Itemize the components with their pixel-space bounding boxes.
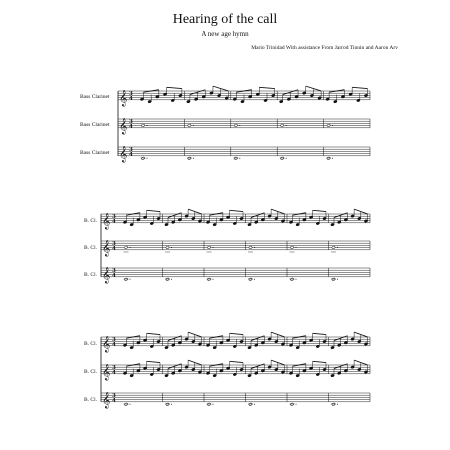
time-signature: 3 — [129, 119, 133, 126]
note-head — [124, 403, 128, 406]
time-signature: 3 — [112, 365, 116, 372]
note-head — [124, 246, 128, 249]
note-dot — [239, 158, 240, 159]
note-head — [141, 124, 145, 127]
treble-clef-icon: 𝄞 — [102, 392, 111, 409]
note-dot — [337, 247, 338, 248]
note-head — [332, 278, 336, 281]
time-signature: 4 — [112, 398, 116, 405]
note-beam — [230, 210, 243, 211]
note-head — [290, 403, 294, 406]
time-signature: 4 — [129, 152, 133, 159]
note-dot — [286, 125, 287, 126]
instrument-label: Bass Clarinet — [80, 94, 110, 100]
note-dot — [171, 279, 172, 280]
note-head — [188, 157, 192, 160]
note-dot — [337, 404, 338, 405]
note-head — [166, 403, 170, 406]
note-dot — [130, 247, 131, 248]
time-signature: 3 — [129, 91, 133, 98]
time-signature: 3 — [112, 393, 116, 400]
treble-clef-icon: 𝄞 — [102, 213, 111, 230]
note-dot — [130, 279, 131, 280]
treble-clef-icon: 𝄞 — [119, 146, 128, 163]
instrument-label: B. Cl. — [84, 272, 97, 278]
note-beam — [313, 333, 326, 334]
note-head — [249, 278, 253, 281]
note-dot — [213, 404, 214, 405]
note-head — [249, 403, 253, 406]
composer-credit: Mario Trinidad With assistance From Jarrod Tinnin and Aaron Arv — [251, 45, 398, 51]
treble-clef-icon: 𝄞 — [102, 240, 111, 257]
note-head — [327, 157, 331, 160]
note-dot — [213, 247, 214, 248]
note-head — [207, 246, 211, 249]
score-subtitle: A new age hymn — [201, 30, 249, 38]
treble-clef-icon: 𝄞 — [119, 118, 128, 135]
note-head — [166, 278, 170, 281]
note-dot — [254, 404, 255, 405]
note-head — [141, 157, 145, 160]
note-dot — [171, 247, 172, 248]
note-dot — [286, 158, 287, 159]
note-head — [332, 403, 336, 406]
note-head — [207, 403, 211, 406]
time-signature: 4 — [112, 273, 116, 280]
note-dot — [296, 404, 297, 405]
note-beam — [230, 333, 243, 334]
note-beam — [259, 87, 274, 88]
instrument-label: B. Cl. — [84, 218, 97, 224]
note-dot — [147, 158, 148, 159]
time-signature: 4 — [112, 246, 116, 253]
time-signature: 3 — [129, 147, 133, 154]
note-beam — [230, 361, 243, 362]
note-dot — [147, 125, 148, 126]
instrument-label: B. Cl. — [84, 245, 97, 251]
note-head — [188, 124, 192, 127]
note-head — [234, 157, 238, 160]
note-head — [207, 278, 211, 281]
note-head — [290, 246, 294, 249]
note-dot — [296, 279, 297, 280]
note-dot — [254, 247, 255, 248]
time-signature: 3 — [112, 268, 116, 275]
note-dot — [296, 247, 297, 248]
note-dot — [254, 279, 255, 280]
time-signature: 4 — [112, 219, 116, 226]
note-beam — [313, 210, 326, 211]
note-dot — [337, 279, 338, 280]
time-signature: 3 — [112, 337, 116, 344]
note-dot — [130, 404, 131, 405]
time-signature: 4 — [112, 342, 116, 349]
note-beam — [352, 87, 367, 88]
instrument-label: B. Cl. — [84, 369, 97, 375]
time-signature: 3 — [112, 214, 116, 221]
time-signature: 4 — [112, 370, 116, 377]
note-head — [124, 278, 128, 281]
time-signature: 4 — [129, 96, 133, 103]
score-title: Hearing of the call — [172, 12, 278, 27]
note-dot — [332, 125, 333, 126]
note-beam — [147, 333, 160, 334]
note-dot — [193, 158, 194, 159]
treble-clef-icon: 𝄞 — [102, 364, 111, 381]
instrument-label: B. Cl. — [84, 397, 97, 403]
treble-clef-icon: 𝄞 — [102, 267, 111, 284]
note-head — [280, 124, 284, 127]
note-dot — [239, 125, 240, 126]
note-beam — [147, 361, 160, 362]
note-head — [166, 246, 170, 249]
treble-clef-icon: 𝄞 — [102, 336, 111, 353]
note-head — [234, 124, 238, 127]
note-head — [332, 246, 336, 249]
note-beam — [147, 210, 160, 211]
note-dot — [332, 158, 333, 159]
note-head — [280, 157, 284, 160]
note-head — [327, 124, 331, 127]
note-head — [290, 278, 294, 281]
note-dot — [171, 404, 172, 405]
note-dot — [213, 279, 214, 280]
instrument-label: Bass Clarinet — [80, 122, 110, 128]
time-signature: 4 — [129, 124, 133, 131]
time-signature: 3 — [112, 241, 116, 248]
note-beam — [167, 87, 182, 88]
note-beam — [313, 361, 326, 362]
instrument-label: Bass Clarinet — [80, 150, 110, 156]
note-dot — [193, 125, 194, 126]
treble-clef-icon: 𝄞 — [119, 90, 128, 107]
instrument-label: B. Cl. — [84, 341, 97, 347]
note-head — [249, 246, 253, 249]
